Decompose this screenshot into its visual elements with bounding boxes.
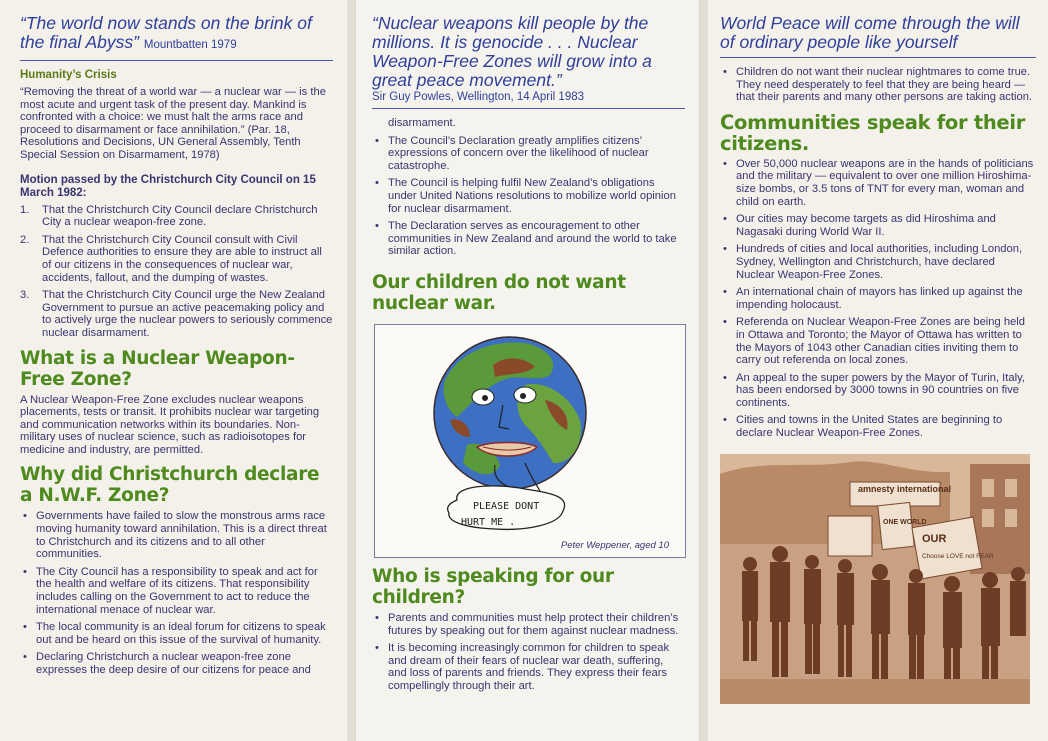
children-heading: Our children do not want nuclear war. [372,271,626,314]
march-photo [720,454,1030,704]
item-number: 1. [20,203,30,216]
list-item: • An appeal to the super powers by the Mayor of Turin, Italy, has been endorsed by 3000 towns in 90 countries on five continents. [720,372,1036,410]
list-item [20,204,333,229]
item-text: That the Christchurch City Council consult with Civil Defence authorities to ensure they are able to instruct all of our citizens in the consequences of nuclear war, accidents, fallout, and the dumping of wastes. [42,233,322,284]
fold-shadow [700,0,708,741]
sign-our: OUR [922,532,947,545]
list-item: • Governments have failed to slow the monstrous arms race moving humanity toward annihilation. This is a direct threat to Christchurch and its citizens and to all other communities. [20,510,333,560]
declaration-list [372,117,685,258]
divider [720,57,1036,58]
item-number: 3. [20,289,30,302]
nwfz-heading: What is a Nuclear Weapon-Free Zone? [20,347,295,390]
divider [372,108,685,109]
list-item: • Declaring Christchurch a nuclear weapon-free zone expresses the deep desire of our citizens for peace and [20,651,333,676]
child-drawing [374,324,686,558]
communities-list [720,158,1036,440]
fold-shadow [347,0,355,741]
list-item: • The local community is an ideal forum for citizens to speak out and be heard on this issue of the survival of humanity. [20,621,333,646]
banner-text: amnesty international [858,483,952,494]
panel-middle [355,0,700,741]
crisis-heading: Humanity’s Crisis [20,69,117,81]
drawing-text-2: HURT ME . [461,516,516,528]
powles-quote: “Nuclear weapons kill people by the millions. It is genocide . . . Nuclear Weapon-Free Zones will grow into a great peace movement.” [372,13,652,90]
intro-list [720,66,1036,104]
quote-source: Sir Guy Powles, Wellington, 14 April 1983 [372,91,585,103]
divider [20,60,333,61]
list-item: • Parents and communities must help protect their children’s futures by speaking out for them against nuclear madness. [372,612,685,637]
list-item: • Hundreds of cities and local authorities, including London, Sydney, Wellington and Christchurch, have declared Nuclear Weapon-Free Zones. [720,243,1036,281]
crisis-text: “Removing the threat of a world war — a nuclear war — is the most acute and urgent task of the present day. Mankind is confronted with a choice: we must halt the arms race and proceed to disarmament or face annihilation.” (Par. 18, Resolutions and Decisions, UN General Assembly, Tenth Special Session on Disarmament, 1978) [20,86,326,161]
list-item: • Over 50,000 nuclear weapons are in the hands of politicians and the military — equivalent to over one million Hiroshima-size bombs, or 3.5 tons of TNT for every man, woman and child on earth. [720,158,1036,208]
world-peace-quote: World Peace will come through the will of ordinary people like yourself [720,13,1020,52]
panel-right [708,0,1048,741]
list-item: disarmament. [388,117,456,129]
list-item: • It is becoming increasingly common for children to speak and dream of their fears of nuclear war death, suffering, and loss of parents and friends. They express their fears compellingly through their art. [372,642,685,692]
protest-march-illustration [720,454,1030,704]
mountbatten-quote: “The world now stands on the brink of the final Abyss” Mountbatten 1979 [20,13,312,52]
list-item: • The Council’s Declaration greatly amplifies citizens’ expressions of concern over the likelihood of nuclear catastrophe. [372,135,685,173]
list-item [20,234,333,284]
why-list [20,510,333,676]
item-number: 2. [20,233,30,246]
globe-drawing [375,325,685,557]
list-item: • The Council is helping fulfil New Zealand’s obligations under United Nations resolutions to mobilize world opinion for nuclear disarmament. [372,177,685,215]
panel-left [0,0,347,741]
item-text: That the Christchurch City Council urge the New Zealand Government to pursue an active peacemaking policy and to actively urge the nuclear powers to seriously commence nuclear disarmament. [42,289,333,339]
motion-heading: Motion passed by the Christchurch City Council on 15 March 1982: [20,173,316,199]
motion-list [20,204,333,340]
list-item: • An international chain of mayors has linked up against the impending holocaust. [720,286,1036,311]
item-text: That the Christchurch City Council declare Christchurch City a nuclear weapon-free zone. [42,203,318,229]
nwfz-text: A Nuclear Weapon-Free Zone excludes nuclear weapons placements, tests or transit. It prohibits nuclear war targeting and communication networks within its boundaries. Non-military uses of nuclear science, such as radioisotopes for medicine and industry, are permitted. [20,393,320,456]
list-item: • The City Council has a responsibility to speak and act for the health and welfare of its citizens. That responsibility includes calling on the Government to act to reduce the international menace of nuclear war. [20,566,333,616]
list-item: • Referenda on Nuclear Weapon-Free Zones are being held in Ottawa and Toronto; the Mayor of Ottawa has written to the Mayors of 1043 other Canadian cities inviting them to carry out referenda on local zones. [720,316,1036,366]
list-item: • The Declaration serves as encouragement to other communities in New Zealand and around the world to take similar action. [372,220,685,258]
why-heading: Why did Christchurch declare a N.W.F. Zone? [20,464,320,507]
quote-source: Mountbatten 1979 [143,39,237,51]
sign-love: Choose LOVE not FEAR [922,552,994,560]
drawing-caption: Peter Weppener, aged 10 [560,539,669,551]
who-list [372,612,685,693]
who-heading: Who is speaking for our children? [372,565,614,608]
drawing-text-1: PLEASE DONT [473,500,540,512]
list-item: • Children do not want their nuclear nightmares to come true. They need desperately to feel that they are being heard — that their parents and many other persons are taking action. [720,66,1036,104]
communities-heading: Communities speak for their citizens. [720,110,1026,155]
list-item [20,289,333,339]
list-item: • Cities and towns in the United States are beginning to declare Nuclear Weapon-Free Zones. [720,414,1036,439]
list-item: • Our cities may become targets as did Hiroshima and Nagasaki during World War II. [720,213,1036,238]
sign-one-world: ONE WORLD [883,518,927,526]
